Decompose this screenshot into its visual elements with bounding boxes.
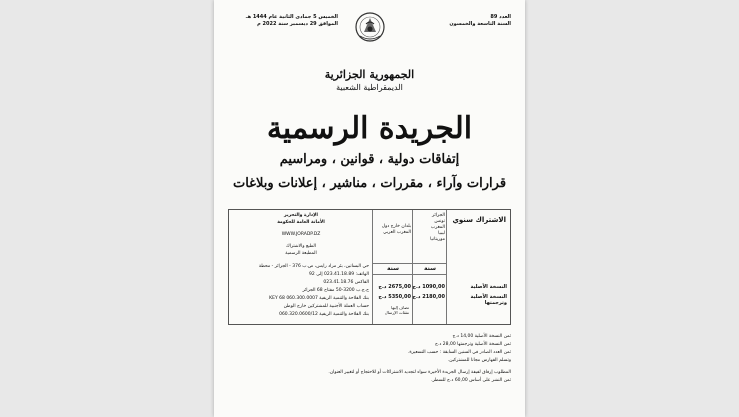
background-right	[524, 0, 739, 417]
address-line: حي البساتين، بئر مراد رايس، ص.ب 376 - الجزائر - محطة	[258, 264, 369, 269]
shipping-note-line: تضاف إليها	[391, 305, 409, 310]
subscription-heading: الاشتراك سنوي	[452, 216, 506, 224]
year-header: سنة	[373, 263, 413, 275]
subscription-labels-column	[446, 210, 510, 324]
volume-year: السنة التاسعة والخمسون	[449, 21, 511, 27]
country-label: تونس	[434, 219, 445, 224]
price-translation-abroad: 5350,00 د.ج	[378, 294, 411, 300]
footer-price-translation: ثمن النسخة الأصلية وترجمتها 28,00 د.ج	[435, 342, 511, 347]
admin-secretariat: الأمانة العامة للحكومة	[277, 220, 325, 225]
maghreb-prices-column	[412, 210, 447, 324]
country-label: المغرب	[430, 225, 445, 230]
print-heading: الطبع والاشتراك	[285, 244, 317, 249]
phone-line: الهاتف: 023.41.18.89 إلى 92	[309, 272, 369, 277]
abroad-header	[382, 224, 411, 236]
country-label: موريتانيا	[430, 237, 445, 242]
date-hijri: الخميس 5 جمادى الثانية عام 1444 هـ	[245, 14, 338, 20]
republic-name	[214, 68, 525, 93]
foreign-account-line: حساب العملة الأجنبية للمشتركين خارج الوطن	[283, 304, 369, 309]
bank-line-2: بنك الفلاحة والتنمية الريفية 060.320.0600/12	[279, 312, 369, 317]
maghreb-countries	[430, 213, 445, 243]
background-left	[0, 0, 215, 417]
admin-heading: الإدارة والتحرير	[284, 213, 318, 218]
bank-line: بنك الفلاحة والتنمية الريفية 060.300.0007 68 KEY	[269, 296, 369, 301]
issue-date	[226, 14, 338, 28]
ccp-line: ح.ج.ب 3200-50 مفتاح 68 الجزائر	[302, 288, 369, 293]
gazette-subtitle-2: قرارات وآراء ، مقررات ، مناشير ، إعلانات وبلاغات	[232, 176, 507, 191]
fax-line: الفاكس 023.41.18.76	[323, 280, 369, 285]
country-label: ليبيا	[438, 231, 445, 236]
row-label-original: النسخة الأصلية	[470, 284, 507, 290]
shipping-note	[385, 305, 409, 315]
price-original-abroad: 2675,00 د.ج	[378, 284, 411, 290]
official-press: المطبعة الرسمية	[285, 251, 317, 256]
abroad-label: بلدان خارج دول	[381, 224, 411, 229]
abroad-prices-column	[372, 210, 413, 324]
website-link[interactable]: WWW.JORADP.DZ	[281, 232, 321, 237]
gazette-cover-page	[214, 0, 525, 417]
price-original-maghreb: 1090,00 د.ج	[412, 284, 445, 290]
national-emblem-icon	[354, 10, 386, 44]
abroad-label: المغرب العربي	[383, 230, 411, 235]
row-label-translation: النسخة الأصلية وترجمتها	[470, 294, 507, 306]
gazette-title: الجريدة الرسمية	[266, 111, 473, 146]
shipping-note-line: نفقات الإرسال	[384, 310, 409, 315]
year-header: سنة	[413, 263, 447, 275]
footer-indexes: وتسلم الفهارس مجانا للمشتركين.	[447, 358, 511, 363]
gazette-subtitle-1: إتفاقات دولية ، قوانين ، ومراسيم	[279, 152, 460, 167]
subscription-table	[228, 209, 511, 325]
issue-info	[401, 14, 511, 28]
date-gregorian: الموافق 29 ديسمبر سنة 2022 م	[257, 21, 338, 27]
footer-instructions: المطلوب إرفاق لفيفة إرسال الجريدة الأخيرة سواء لتجديد الاشتراكات أو للاحتجاج أو لتغيير العنوان.	[328, 370, 511, 375]
people-line: الديمقراطية الشعبية	[336, 83, 403, 92]
footer-price-original: ثمن النسخة الأصلية 14,00 د.ج	[452, 334, 511, 339]
footer-back-issues: ثمن العدد الصادر في السنين السابقة : حسب التسعيرة.	[407, 350, 511, 355]
price-translation-maghreb: 2180,00 د.ج	[412, 294, 445, 300]
administration-info	[229, 210, 373, 324]
issue-number: العدد 89	[490, 14, 511, 20]
footer-ad-price: ثمن النشر على أساس 60,00 د.ج للسطر.	[431, 378, 511, 383]
republic-line: الجمهورية الجزائرية	[324, 68, 415, 81]
country-label: الجزائر	[432, 213, 445, 218]
